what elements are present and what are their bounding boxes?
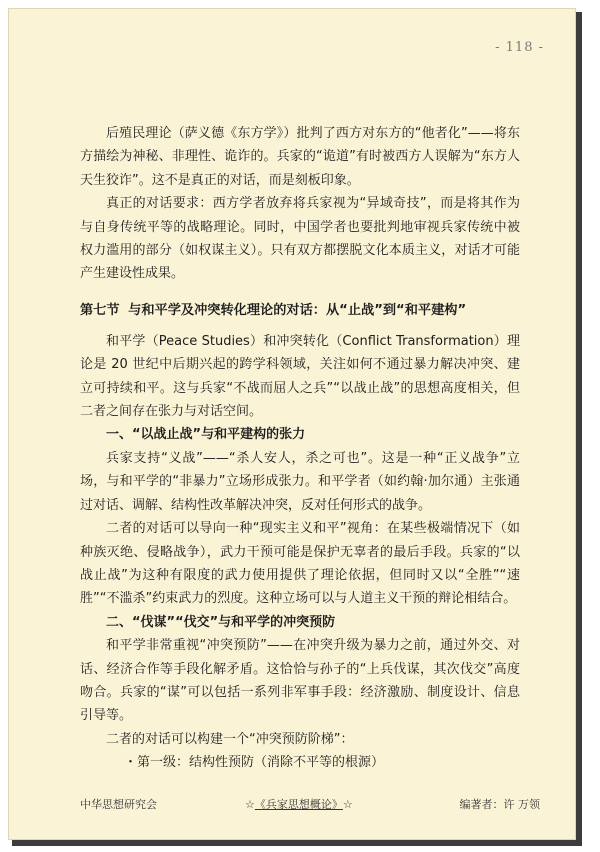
paragraph-realist-peace: 二者的对话可以导向一种“现实主义和平”视角：在某些极端情况下（如种族灭绝、侵略战争），武力干预可能是保护无辜者的最后手段。兵家的“以战止战”为这种有限度的武力使用提供了理论依据，但同时又以“全胜”“速胜”“不滥杀”约束武力的烈度。这种立场可以与人道主义干预的辩论相结合。 [80, 521, 520, 607]
star-icon-left: ☆ [245, 798, 255, 811]
page-shadow-right [576, 12, 582, 842]
subsection-title-2: 二、“伐谋”“伐交”与和平学的冲突预防 [106, 614, 336, 630]
paragraph-true-dialogue: 真正的对话要求：西方学者放弃将兵家视为“异域奇技”，而是将其作为与自身传统平等的战略理论。同时，中国学者也要批判地审视兵家传统中被权力滥用的部分（如权谋主义）。只有双方都摆脱文化本质主义，对话才可能产生建设性成果。 [80, 196, 520, 282]
bullet-level-1: ・第一级：结构性预防（消除不平等的根源） [124, 755, 385, 771]
footer-editor: 编著者：许 万领 [459, 798, 540, 811]
page-number: - 118 - [495, 40, 544, 55]
section-number: 第七节 [80, 302, 120, 318]
subsection-title-1: 一、“以战止战”与和平建构的张力 [106, 427, 306, 443]
star-icon-right: ☆ [342, 798, 353, 811]
page-shadow-bottom [12, 840, 582, 846]
section-heading [80, 300, 520, 322]
paragraph-prevention-ladder: 二者的对话可以构建一个“冲突预防阶梯”： [106, 731, 354, 747]
paragraph-peace-studies: 和平学（Peace Studies）和冲突转化（Conflict Transformation）理论是 20 世纪中后期兴起的跨学科领域，关注如何不通过暴力解决冲突、建立可持续和平。这与兵家“不战而屈人之兵”“以战止战”的思想高度相关，但二者之间存在张力与对话空间。 [80, 333, 520, 420]
paragraph-conflict-prevention: 和平学非常重视“冲突预防”——在冲突升级为暴力之前，通过外交、对话、经济合作等手段化解矛盾。这恰恰与孙子的“上兵伐谋，其次伐交”高度吻合。兵家的“谋”可以包括一系列非军事手段：经济激励、制度设计、信息引导等。 [80, 638, 520, 724]
paragraph-just-war: 兵家支持“义战”——“杀人安人，杀之可也”。这是一种“正义战争”立场，与和平学的“非暴力”立场形成张力。和平学者（如约翰·加尔通）主张通过对话、调解、结构性改革解决冲突，反对任何形式的战争。 [80, 450, 520, 513]
footer-book-title-text[interactable]: 《兵家思想概论》 [254, 798, 343, 811]
page-footer [70, 796, 540, 814]
footer-organization: 中华思想研究会 [80, 798, 157, 811]
document-body [80, 122, 520, 775]
footer-book-title [245, 796, 353, 812]
paragraph-postcolonial: 后殖民理论（萨义德《东方学》）批判了西方对东方的“他者化”——将东方描绘为神秘、非理性、诡诈的。兵家的“诡道”有时被西方人误解为“东方人天生狡诈”。这不是真正的对话，而是刻板印象。 [80, 126, 520, 188]
section-title: 与和平学及冲突转化理论的对话：从“止战”到“和平建构” [128, 302, 467, 318]
